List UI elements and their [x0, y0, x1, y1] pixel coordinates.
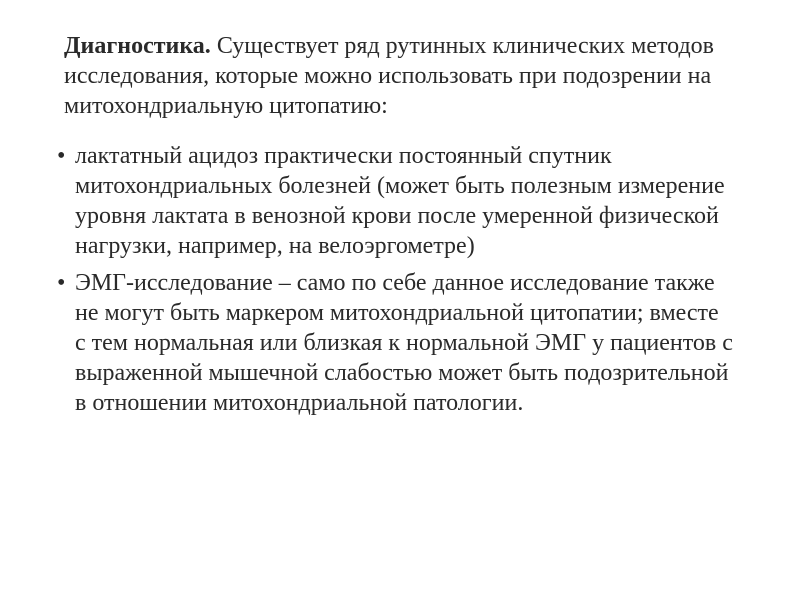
bullet-icon: •: [57, 143, 66, 169]
bullet-icon: •: [57, 270, 66, 296]
list-item-text: лактатный ацидоз практически постоянный спутник митохондриальных болезней (может быть полезным измерение уровня лактата в венозной крови после умеренной физической нагрузки, например, на велоэргометре): [75, 143, 725, 259]
list-item-text: ЭМГ-исследование – само по себе данное исследование также не могут быть маркером митохондриальной цитопатии; вместе с тем нормальная или близкая к нормальной ЭМГ у пациентов с выраженной мышечной слабостью может быть подозрительной в отношении митохондриальной патологии.: [75, 270, 733, 416]
slide-heading: [64, 31, 744, 121]
list-item: [57, 141, 757, 261]
heading-text: Существует ряд рутинных клинических методов исследования, которые можно использовать при подозрении на митохондриальную цитопатию:: [64, 33, 715, 119]
bullet-list: [57, 141, 757, 425]
list-item: [57, 268, 757, 418]
heading-bold-term: Диагностика.: [64, 33, 211, 59]
